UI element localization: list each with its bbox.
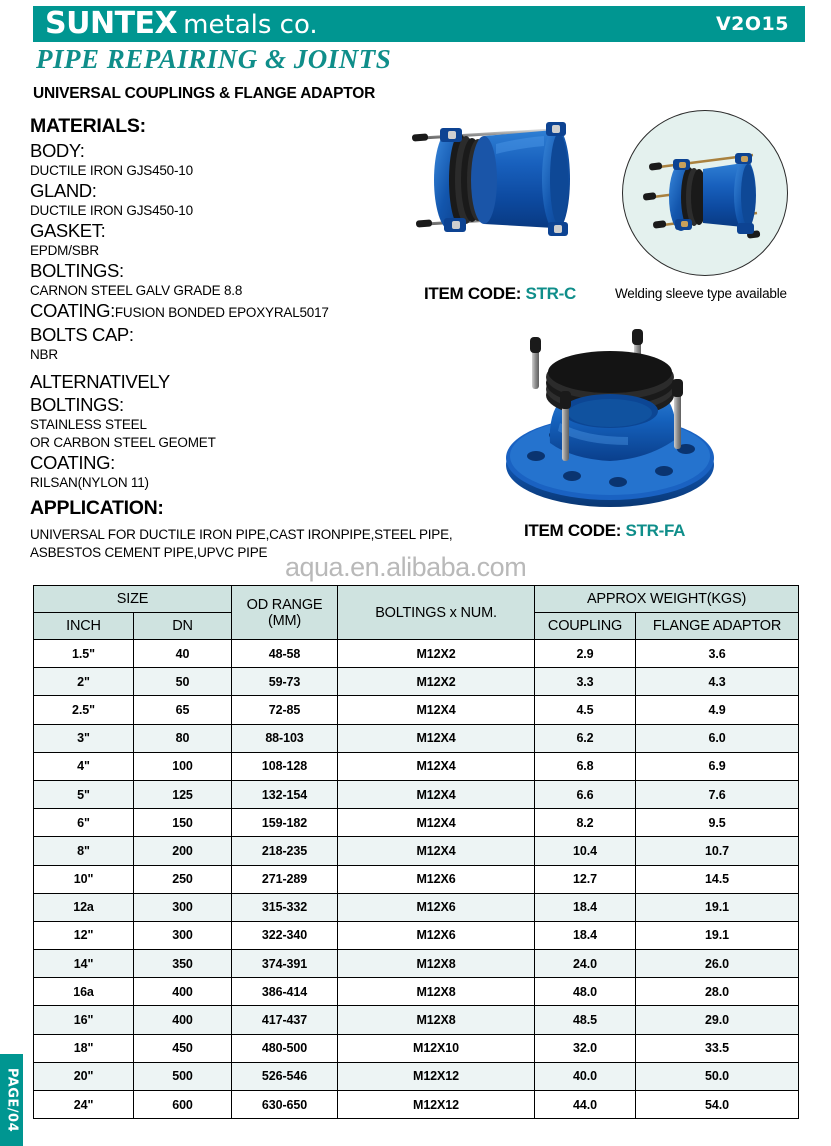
cell-flange: 26.0 xyxy=(636,950,799,978)
cell-flange: 4.3 xyxy=(636,668,799,696)
table-row xyxy=(34,1006,799,1034)
cell-dn: 400 xyxy=(134,978,232,1006)
cell-dn: 500 xyxy=(134,1062,232,1090)
coupling-item-code xyxy=(424,284,576,304)
page-subtitle: UNIVERSAL COUPLINGS & FLANGE ADAPTOR xyxy=(33,85,376,102)
alt-value-boltings-1: STAINLESS STEEL xyxy=(30,417,147,432)
table-row xyxy=(34,1091,799,1119)
alternatively-heading: ALTERNATIVELY xyxy=(30,371,170,392)
cell-od: 386-414 xyxy=(232,978,338,1006)
table-row xyxy=(34,978,799,1006)
cell-bolts: M12X4 xyxy=(338,724,535,752)
logo-sub-text: metals co. xyxy=(183,10,318,40)
watermark-text: aqua.en.alibaba.com xyxy=(285,552,527,582)
cell-inch: 2" xyxy=(34,668,134,696)
cell-bolts: M12X12 xyxy=(338,1091,535,1119)
cell-od: 374-391 xyxy=(232,950,338,978)
cell-dn: 250 xyxy=(134,865,232,893)
cell-bolts: M12X6 xyxy=(338,865,535,893)
cell-inch: 1.5" xyxy=(34,640,134,668)
alt-label-boltings: BOLTINGS: xyxy=(30,394,124,415)
cell-inch: 18" xyxy=(34,1034,134,1062)
table-header-row-top xyxy=(34,586,799,613)
table-row xyxy=(34,696,799,724)
cell-flange: 10.7 xyxy=(636,837,799,865)
header-inch: INCH xyxy=(34,613,134,640)
cell-bolts: M12X6 xyxy=(338,893,535,921)
header-od-range xyxy=(232,586,338,640)
material-label-gland: GLAND: xyxy=(30,180,97,201)
material-label-boltings: BOLTINGS: xyxy=(30,260,124,281)
cell-inch: 6" xyxy=(34,809,134,837)
flange-item-code xyxy=(524,521,685,541)
table-row xyxy=(34,921,799,949)
cell-dn: 65 xyxy=(134,696,232,724)
materials-section xyxy=(30,115,400,492)
cell-dn: 300 xyxy=(134,921,232,949)
cell-dn: 450 xyxy=(134,1034,232,1062)
material-value-bolts-cap: NBR xyxy=(30,347,58,362)
cell-od: 88-103 xyxy=(232,724,338,752)
cell-inch: 10" xyxy=(34,865,134,893)
cell-od: 480-500 xyxy=(232,1034,338,1062)
header-boltings: BOLTINGS x NUM. xyxy=(338,586,535,640)
table-row xyxy=(34,724,799,752)
coupling-item-code-value: STR-C xyxy=(525,284,576,303)
cell-coupling: 6.8 xyxy=(535,752,636,780)
header-coupling: COUPLING xyxy=(535,613,636,640)
cell-coupling: 48.5 xyxy=(535,1006,636,1034)
cell-od: 159-182 xyxy=(232,809,338,837)
cell-flange: 6.9 xyxy=(636,752,799,780)
cell-flange: 6.0 xyxy=(636,724,799,752)
cell-flange: 50.0 xyxy=(636,1062,799,1090)
cell-od: 218-235 xyxy=(232,837,338,865)
cell-flange: 4.9 xyxy=(636,696,799,724)
cell-od: 108-128 xyxy=(232,752,338,780)
cell-bolts: M12X4 xyxy=(338,696,535,724)
cell-coupling: 32.0 xyxy=(535,1034,636,1062)
material-value-boltings: CARNON STEEL GALV GRADE 8.8 xyxy=(30,283,243,298)
cell-inch: 8" xyxy=(34,837,134,865)
cell-inch: 4" xyxy=(34,752,134,780)
cell-od: 271-289 xyxy=(232,865,338,893)
cell-coupling: 40.0 xyxy=(535,1062,636,1090)
welding-sleeve-drawing xyxy=(623,111,788,276)
cell-inch: 24" xyxy=(34,1091,134,1119)
cell-bolts: M12X8 xyxy=(338,1006,535,1034)
cell-dn: 100 xyxy=(134,752,232,780)
coupling-product-image xyxy=(404,104,604,254)
cell-bolts: M12X8 xyxy=(338,978,535,1006)
cell-flange: 7.6 xyxy=(636,780,799,808)
header-size: SIZE xyxy=(34,586,232,613)
cell-dn: 40 xyxy=(134,640,232,668)
cell-bolts: M12X2 xyxy=(338,668,535,696)
cell-dn: 200 xyxy=(134,837,232,865)
cell-coupling: 44.0 xyxy=(535,1091,636,1119)
alt-value-coating: RILSAN(NYLON 11) xyxy=(30,475,149,490)
cell-inch: 12" xyxy=(34,921,134,949)
flange-adaptor-product-image xyxy=(488,325,738,520)
cell-flange: 54.0 xyxy=(636,1091,799,1119)
cell-bolts: M12X12 xyxy=(338,1062,535,1090)
materials-heading: MATERIALS: xyxy=(30,115,146,137)
cell-inch: 16a xyxy=(34,978,134,1006)
cell-coupling: 24.0 xyxy=(535,950,636,978)
table-row xyxy=(34,752,799,780)
cell-inch: 2.5" xyxy=(34,696,134,724)
header-bar xyxy=(33,6,805,42)
welding-note: Welding sleeve type available xyxy=(615,286,787,301)
application-line-1: UNIVERSAL FOR DUCTILE IRON PIPE,CAST IRONPIPE,STEEL PIPE, xyxy=(30,527,453,542)
header-dn: DN xyxy=(134,613,232,640)
version-label: V2O15 xyxy=(715,13,789,35)
cell-od: 417-437 xyxy=(232,1006,338,1034)
page-number-tab xyxy=(0,1054,23,1146)
table-body xyxy=(34,640,799,1119)
cell-coupling: 12.7 xyxy=(535,865,636,893)
cell-bolts: M12X10 xyxy=(338,1034,535,1062)
cell-coupling: 8.2 xyxy=(535,809,636,837)
cell-od: 48-58 xyxy=(232,640,338,668)
material-coating-row xyxy=(30,300,400,324)
table-row xyxy=(34,809,799,837)
cell-bolts: M12X6 xyxy=(338,921,535,949)
cell-dn: 600 xyxy=(134,1091,232,1119)
material-label-bolts-cap: BOLTS CAP: xyxy=(30,324,134,345)
cell-dn: 350 xyxy=(134,950,232,978)
cell-flange: 19.1 xyxy=(636,921,799,949)
cell-dn: 50 xyxy=(134,668,232,696)
material-value-body: DUCTILE IRON GJS450-10 xyxy=(30,163,193,178)
cell-od: 72-85 xyxy=(232,696,338,724)
table-row xyxy=(34,640,799,668)
cell-inch: 5" xyxy=(34,780,134,808)
table-row xyxy=(34,893,799,921)
coupling-item-code-label: ITEM CODE: xyxy=(424,284,522,303)
cell-coupling: 18.4 xyxy=(535,893,636,921)
cell-dn: 150 xyxy=(134,809,232,837)
cell-coupling: 10.4 xyxy=(535,837,636,865)
cell-od: 322-340 xyxy=(232,921,338,949)
cell-inch: 12a xyxy=(34,893,134,921)
cell-bolts: M12X4 xyxy=(338,780,535,808)
specification-table xyxy=(33,585,799,1119)
brand-logo xyxy=(45,8,318,41)
table-row xyxy=(34,1034,799,1062)
table-row xyxy=(34,865,799,893)
page-title: PIPE REPAIRING & JOINTS xyxy=(36,44,392,74)
table-row xyxy=(34,1062,799,1090)
header-od-range-unit: (MM) xyxy=(267,612,301,629)
cell-coupling: 18.4 xyxy=(535,921,636,949)
cell-od: 132-154 xyxy=(232,780,338,808)
material-label-body: BODY: xyxy=(30,140,85,161)
table-row xyxy=(34,668,799,696)
header-flange-adaptor: FLANGE ADAPTOR xyxy=(636,613,799,640)
cell-coupling: 48.0 xyxy=(535,978,636,1006)
cell-inch: 20" xyxy=(34,1062,134,1090)
cell-coupling: 3.3 xyxy=(535,668,636,696)
cell-dn: 400 xyxy=(134,1006,232,1034)
logo-main-text: SUNTEX xyxy=(45,6,178,41)
material-value-coating: FUSION BONDED EPOXYRAL5017 xyxy=(114,305,329,320)
cell-dn: 80 xyxy=(134,724,232,752)
cell-coupling: 2.9 xyxy=(535,640,636,668)
cell-inch: 3" xyxy=(34,724,134,752)
flange-item-code-value: STR-FA xyxy=(625,521,686,540)
application-line-2: ASBESTOS CEMENT PIPE,UPVC PIPE xyxy=(30,545,268,560)
table-row xyxy=(34,950,799,978)
cell-flange: 3.6 xyxy=(636,640,799,668)
cell-flange: 33.5 xyxy=(636,1034,799,1062)
cell-bolts: M12X8 xyxy=(338,950,535,978)
cell-bolts: M12X4 xyxy=(338,809,535,837)
application-section xyxy=(30,497,490,562)
material-label-coating: COATING: xyxy=(30,300,115,321)
cell-bolts: M12X2 xyxy=(338,640,535,668)
table-row xyxy=(34,780,799,808)
cell-dn: 300 xyxy=(134,893,232,921)
cell-flange: 9.5 xyxy=(636,809,799,837)
table-row xyxy=(34,837,799,865)
cell-flange: 29.0 xyxy=(636,1006,799,1034)
cell-dn: 125 xyxy=(134,780,232,808)
cell-flange: 19.1 xyxy=(636,893,799,921)
cell-coupling: 4.5 xyxy=(535,696,636,724)
cell-bolts: M12X4 xyxy=(338,837,535,865)
alt-value-boltings-2: OR CARBON STEEL GEOMET xyxy=(30,435,216,450)
cell-od: 315-332 xyxy=(232,893,338,921)
flange-item-code-label: ITEM CODE: xyxy=(524,521,622,540)
application-heading: APPLICATION: xyxy=(30,497,164,519)
cell-inch: 16" xyxy=(34,1006,134,1034)
header-approx-weight: APPROX WEIGHT(KGS) xyxy=(535,586,799,613)
material-value-gasket: EPDM/SBR xyxy=(30,243,99,258)
cell-coupling: 6.6 xyxy=(535,780,636,808)
page-number-label: PAGE/04 xyxy=(4,1067,19,1133)
cell-flange: 14.5 xyxy=(636,865,799,893)
cell-od: 630-650 xyxy=(232,1091,338,1119)
alt-label-coating: COATING: xyxy=(30,452,115,473)
cell-od: 59-73 xyxy=(232,668,338,696)
cell-flange: 28.0 xyxy=(636,978,799,1006)
material-label-gasket: GASKET: xyxy=(30,220,106,241)
cell-coupling: 6.2 xyxy=(535,724,636,752)
header-od-range-label: OD RANGE xyxy=(246,596,323,613)
cell-inch: 14" xyxy=(34,950,134,978)
welding-sleeve-inset-image xyxy=(622,110,788,276)
material-value-gland: DUCTILE IRON GJS450-10 xyxy=(30,203,193,218)
cell-bolts: M12X4 xyxy=(338,752,535,780)
cell-od: 526-546 xyxy=(232,1062,338,1090)
